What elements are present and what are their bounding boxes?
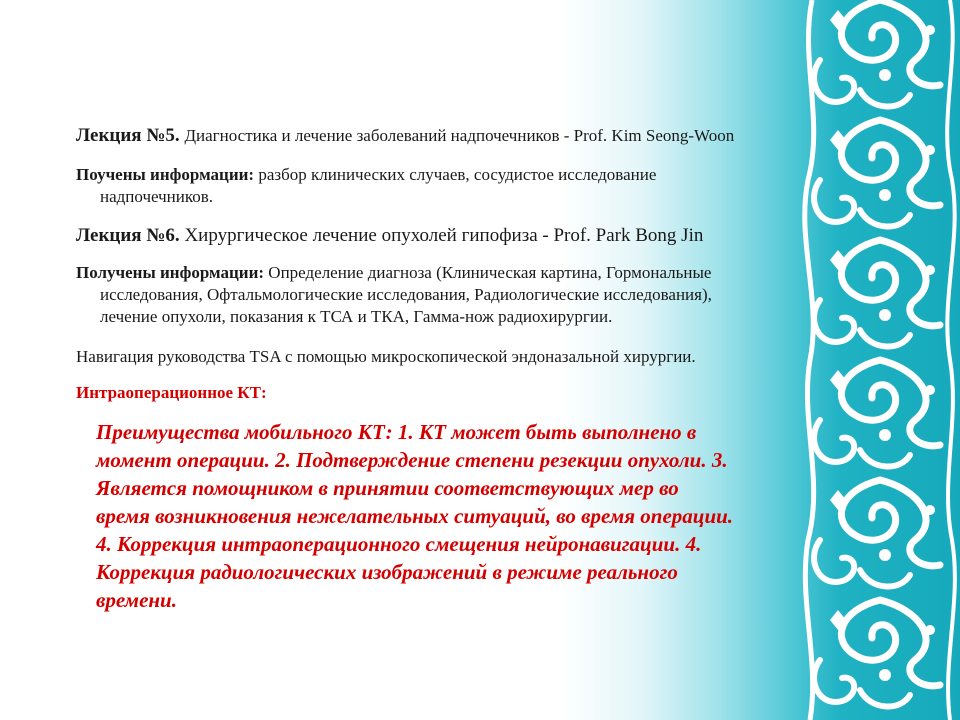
advantages-line: момент операции. 2. Подтверждение степени резекции опухоли. 3. (96, 448, 728, 472)
info-5-line1: разбор клинических случаев, сосудистое исследование (258, 165, 657, 184)
info-6-line1: Определение диагноза (Клиническая картина, Гормональные (268, 263, 712, 282)
advantages-line: время возникновения нежелательных ситуаций, во время операции. (96, 504, 734, 528)
info-6-line2: исследования, Офтальмологические исследования, Радиологические исследования), (100, 285, 712, 304)
lecture-6-title: Хирургическое лечение опухолей гипофиза - Prof. Park Bong Jin (184, 225, 704, 246)
advantages-line: времени. (96, 588, 177, 612)
lecture-5-label: Лекция №5. (76, 125, 180, 146)
advantages-line: 4. Коррекция интраоперационного смещения нейронавигации. 4. (96, 532, 702, 556)
lecture-6-line (76, 224, 703, 248)
lecture-5-line (76, 124, 734, 148)
advantages-line: Коррекция радиологических изображений в режиме реального (96, 560, 678, 584)
info-5-label: Поучены информации: (76, 165, 255, 184)
lecture-5-title: Диагностика и лечение заболеваний надпочечников - Prof. Kim Seong-Woon (184, 126, 735, 145)
info-6-line3: лечение опухоли, показания к ТСА и ТКА, Гамма-нож радиохирургии. (100, 307, 613, 326)
navigation-text: Навигация руководства TSA с помощью микроскопической эндоназальной хирургии. (76, 347, 696, 366)
lecture-5-info (76, 164, 816, 208)
intraop-heading: Интраоперационное КТ: (76, 383, 267, 402)
lecture-6-info (76, 262, 876, 328)
info-6-label: Получены информации: (76, 263, 265, 282)
advantages-line: Является помощником в принятии соответствующих мер во (96, 476, 679, 500)
advantages-block (96, 418, 926, 614)
info-5-line2: надпочечников. (100, 187, 214, 206)
advantages-line: Преимущества мобильного КТ: 1. КТ может быть выполнено в (96, 420, 697, 444)
lecture-6-label: Лекция №6. (76, 225, 180, 246)
